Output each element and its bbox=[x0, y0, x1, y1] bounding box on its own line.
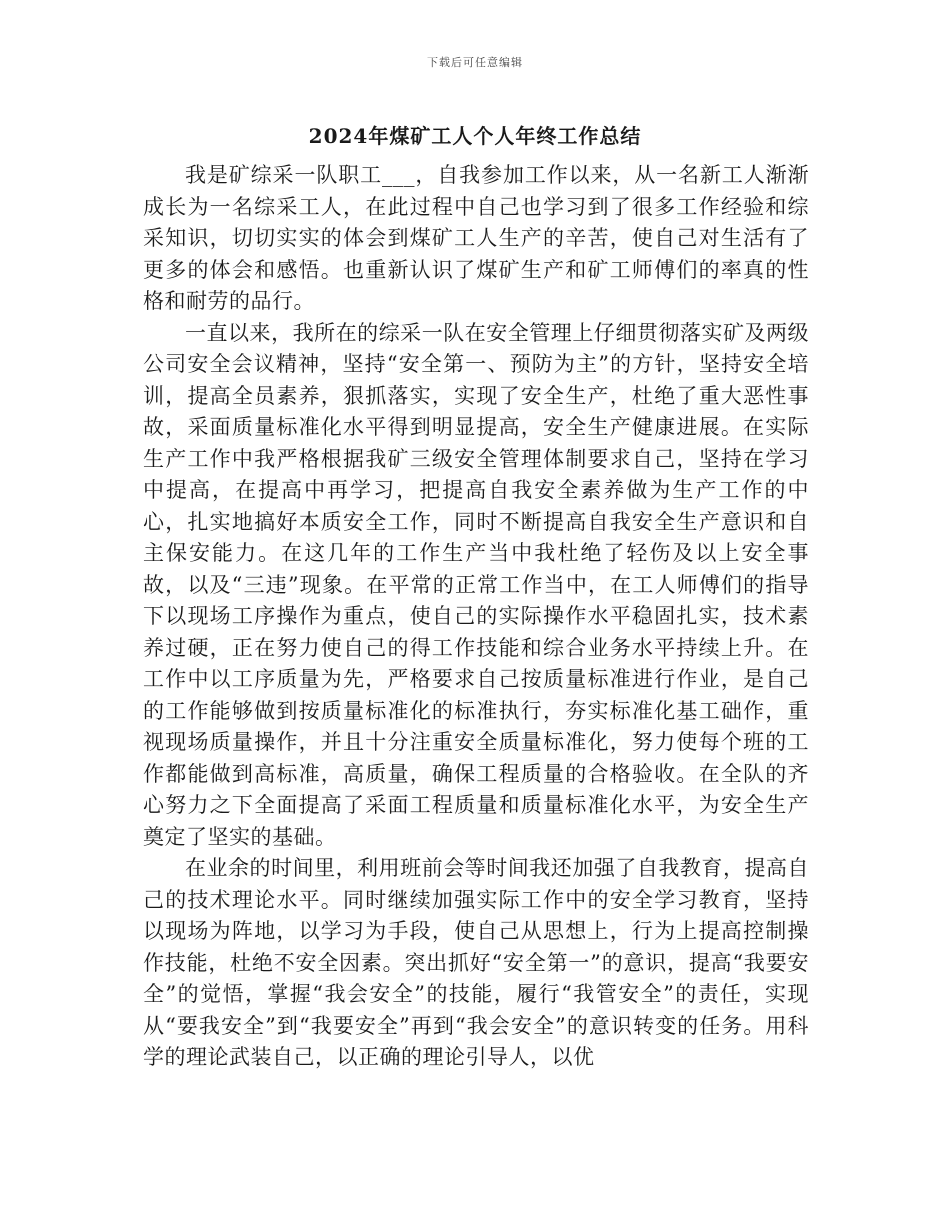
paragraph-safety-management: 一直以来，我所在的综采一队在安全管理上仔细贯彻落实矿及两级公司安全会议精神，坚持“安全第一、预防为主”的方针，坚持安全培训，提高全员素养，狠抓落实，实现了安全生产，杜绝了重大恶性事故，采面质量标准化水平得到明显提高，安全生产健康进展。在实际生产工作中我严格根据我矿三级安全管理体制要求自己，坚持在学习中提高，在提高中再学习，把提高自我安全素养做为生产工作的中心，扎实地搞好本质安全工作，同时不断提高自我安全生产意识和自主保安能力。在这几年的工作生产当中我杜绝了轻伤及以上安全事故，以及“三违”现象。在平常的正常工作当中，在工人师傅们的指导下以现场工序操作为重点，使自己的实际操作水平稳固扎实，技术素养过硬，正在努力使自己的得工作技能和综合业务水平持续上升。在工作中以工序质量为先，严格要求自己按质量标准进行作业，是自己的工作能够做到按质量标准化的标准执行，夯实标准化基工础作，重视现场质量操作，并且十分注重安全质量标准化，努力使每个班的工作都能做到高标准，高质量，确保工程质量的合格验收。在全队的齐心努力之下全面提高了采面工程质量和质量标准化水平，为安全生产奠定了坚实的基础。 bbox=[143, 320, 809, 849]
page-header-note: 下载后可任意编辑 bbox=[427, 56, 523, 69]
paragraph-self-education: 在业余的时间里，利用班前会等时间我还加强了自我教育，提高自己的技术理论水平。同时继续加强实际工作中的安全学习教育，坚持以现场为阵地，以学习为手段，使自己从思想上，行为上提高控制操作技能，杜绝不安全因素。突出抓好“安全第一”的意识，提高“我要安全”的觉悟，掌握“我会安全”的技能，履行“我管安全”的责任，实现从“要我安全”到“我要安全”再到“我会安全”的意识转变的任务。用科学的理论武装自己，以正确的理论引导人，以优 bbox=[143, 856, 809, 1069]
document-body bbox=[143, 160, 809, 1074]
paragraph-intro: 我是矿综采一队职工___，自我参加工作以来，从一名新工人渐渐成长为一名综采工人，在此过程中自己也学习到了很多工作经验和综采知识，切切实实的体会到煤矿工人生产的辛苦，使自己对生活有了更多的体会和感悟。也重新认识了煤矿生产和矿工师傅们的率真的性格和耐劳的品行。 bbox=[143, 163, 809, 313]
document-title: 2024年煤矿工人个人年终工作总结 bbox=[308, 124, 642, 148]
